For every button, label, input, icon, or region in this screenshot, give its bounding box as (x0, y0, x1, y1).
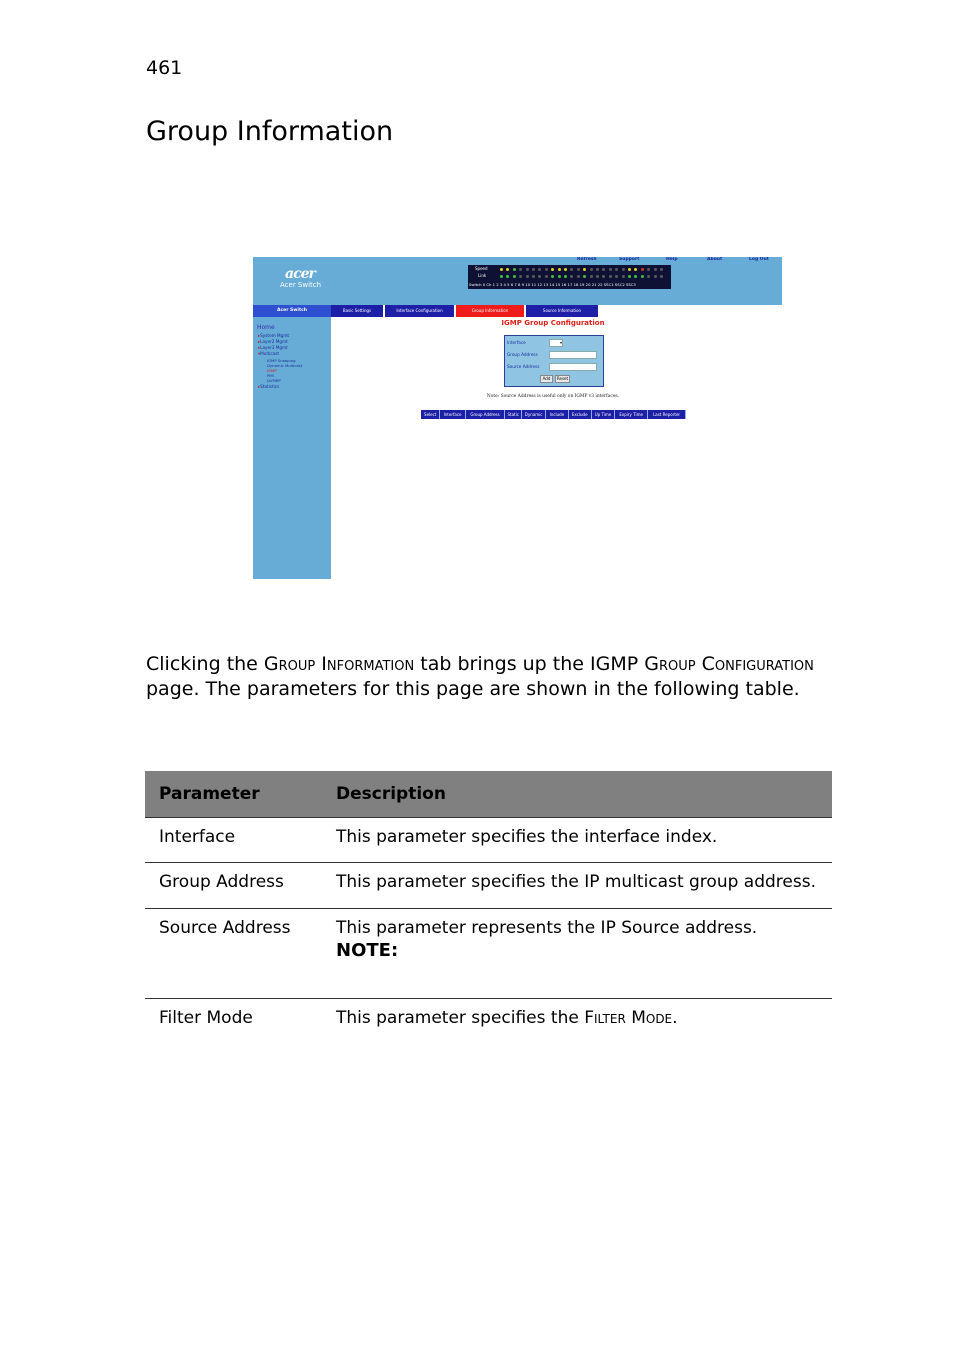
tab-interface-configuration[interactable]: Interface Configuration (385, 305, 454, 317)
port-led (526, 275, 529, 278)
port-led (500, 268, 503, 271)
port-led (628, 275, 631, 278)
desc-cell: This parameter specifies the interface index. (322, 818, 832, 863)
shot-header (253, 257, 782, 305)
port-led (590, 268, 593, 271)
group-address-input[interactable] (549, 351, 597, 359)
port-led (506, 275, 509, 278)
param-cell: Interface (145, 818, 322, 863)
port-led (596, 275, 599, 278)
note-label: NOTE: (336, 940, 399, 961)
col-select: Select (421, 410, 440, 419)
port-led (513, 268, 516, 271)
desc-text: This parameter specifies the (336, 1008, 585, 1028)
nav-multicast[interactable]: ▾Multicast (258, 351, 280, 356)
nav-pim[interactable]: PIM (267, 373, 274, 378)
port-led (570, 275, 573, 278)
port-led (558, 268, 561, 271)
port-led (641, 275, 644, 278)
port-led (538, 275, 541, 278)
nav-igmp[interactable]: IGMP (267, 368, 277, 373)
switch-ui-screenshot (253, 257, 782, 579)
desc-text: . (672, 1008, 678, 1028)
port-led (513, 275, 516, 278)
col-last-reporter: Last Reporter (648, 410, 686, 419)
port-led (590, 275, 593, 278)
link-label: Link (478, 273, 487, 278)
reset-button[interactable]: Reset (556, 376, 569, 381)
port-led (622, 268, 625, 271)
port-led (551, 275, 554, 278)
port-led (532, 268, 535, 271)
port-led (519, 275, 522, 278)
nav-layer2-mgmt[interactable]: ▸Layer2 Mgmt (258, 339, 288, 344)
port-led (506, 268, 509, 271)
col-dynamic: Dynamic (522, 410, 546, 419)
port-led (615, 268, 618, 271)
intro-text: Clicking the (146, 653, 264, 675)
port-led (577, 275, 580, 278)
desc-cell (322, 999, 832, 1039)
nav-label: Statistics (260, 384, 280, 389)
top-links (253, 257, 782, 263)
col-interface: Interface (440, 410, 465, 419)
sidebar (253, 305, 331, 579)
switch-label: Switch 0 Ch (469, 282, 492, 287)
nav-label: Multicast (260, 351, 280, 356)
header-parameter: Parameter (145, 771, 322, 818)
source-address-input[interactable] (549, 363, 597, 371)
chevron-down-icon: ▾ (559, 340, 562, 345)
port-numbers (469, 282, 636, 287)
nav-label: Layer3 Mgmt (260, 345, 288, 350)
page-number: 461 (146, 57, 183, 79)
igmp-group-form (504, 335, 604, 387)
table-row (145, 909, 832, 999)
col-up-time: Up Time (592, 410, 615, 419)
port-led (622, 275, 625, 278)
intro-paragraph (146, 652, 826, 702)
port-led (583, 275, 586, 278)
nav-layer3-mgmt[interactable]: ▸Layer3 Mgmt (258, 345, 288, 350)
param-cell: Source Address (145, 909, 322, 999)
port-led (500, 275, 503, 278)
intro-text: page. The parameters for this page are shown in the following table. (146, 678, 800, 700)
intro-text: tab brings up the IGMP (414, 653, 645, 675)
desc-term-filter-mode: Filter Mode (584, 1008, 673, 1028)
port-led (558, 275, 561, 278)
port-led (545, 275, 548, 278)
port-led (609, 268, 612, 271)
tab-source-information[interactable]: Source Information (526, 305, 598, 317)
col-group-address: Group Address (466, 410, 506, 419)
add-button[interactable]: Add (540, 375, 553, 383)
interface-select[interactable] (549, 339, 563, 347)
port-led (526, 268, 529, 271)
content-title: IGMP Group Configuration (501, 319, 605, 327)
desc-cell (322, 909, 832, 999)
refresh-link[interactable]: Refresh (577, 257, 597, 262)
nav-label: Layer2 Mgmt (260, 339, 288, 344)
help-link[interactable]: Help (666, 257, 678, 262)
port-led (641, 268, 644, 271)
port-led (647, 275, 650, 278)
intro-term-group-configuration: Group Configuration (644, 653, 814, 675)
col-static: Static (505, 410, 522, 419)
nav-statistics[interactable]: ▸Statistics (258, 384, 280, 389)
desc-text: This parameter represents the IP Source address. (336, 918, 758, 938)
port-led (609, 275, 612, 278)
switch-port-panel (468, 265, 671, 289)
interface-label: Interface (507, 340, 526, 345)
desc-cell: This parameter specifies the IP multicast group address. (322, 863, 832, 909)
table-row (145, 999, 832, 1039)
col-include: Include (546, 410, 568, 419)
header-description: Description (322, 771, 832, 818)
source-address-label: Source Address (507, 364, 540, 369)
port-led (602, 275, 605, 278)
port-led (602, 268, 605, 271)
nav-igmp-snooping[interactable]: IGMP Snooping (267, 358, 296, 363)
param-cell: Group Address (145, 863, 322, 909)
intro-term-group-information: Group Information (263, 653, 415, 675)
logo-subtitle: Acer Switch (280, 281, 322, 289)
port-led (532, 275, 535, 278)
port-led (660, 275, 663, 278)
sidebar-title: Acer Switch (253, 305, 331, 317)
speed-label: Speed (475, 266, 488, 271)
port-led (538, 268, 541, 271)
port-led (634, 275, 637, 278)
tab-basic-settings[interactable]: Basic Settings (331, 305, 383, 317)
col-expiry-time: Expiry Time (615, 410, 648, 419)
source-address-note: Note: Source Address is useful only on IGMP v3 interfaces. (486, 394, 620, 399)
group-address-label: Group Address (507, 352, 538, 357)
section-title: Group Information (146, 116, 394, 147)
port-led (654, 275, 657, 278)
port-led (564, 275, 567, 278)
port-led (634, 268, 637, 271)
port-number-list: 1 2 3 4 5 6 7 8 9 10 11 12 13 14 15 16 17 18 19 20 21 22 SSC1 SSC2 SSC3 (492, 282, 636, 287)
table-row (145, 863, 832, 909)
about-link[interactable]: About (707, 257, 723, 262)
param-cell: Filter Mode (159, 1008, 253, 1028)
nav-home[interactable]: Home (257, 324, 275, 331)
table-row (145, 818, 832, 863)
tab-group-information[interactable]: Group Information (456, 305, 524, 317)
group-table-header (421, 410, 686, 419)
nav-dynamic-multicast[interactable]: Dynamic Multicast (267, 363, 303, 368)
logout-link[interactable]: Log Out (749, 257, 769, 262)
nav-dvmrp[interactable]: DVMRP (267, 378, 281, 383)
port-led (654, 268, 657, 271)
acer-logo: acer (285, 266, 315, 282)
port-led (577, 268, 580, 271)
support-link[interactable]: Support (619, 257, 640, 262)
port-led (545, 268, 548, 271)
table-header-row (145, 771, 832, 818)
port-led (596, 268, 599, 271)
port-led (551, 268, 554, 271)
port-led (615, 275, 618, 278)
port-led (583, 268, 586, 271)
col-exclude: Exclude (569, 410, 592, 419)
port-led (647, 268, 650, 271)
port-led (570, 268, 573, 271)
port-led (519, 268, 522, 271)
port-led (660, 268, 663, 271)
nav-label: System Mgmt (260, 333, 290, 338)
nav-system-mgmt[interactable]: ▸System Mgmt (258, 333, 290, 338)
parameter-table (145, 771, 832, 1039)
port-led (628, 268, 631, 271)
port-led (564, 268, 567, 271)
